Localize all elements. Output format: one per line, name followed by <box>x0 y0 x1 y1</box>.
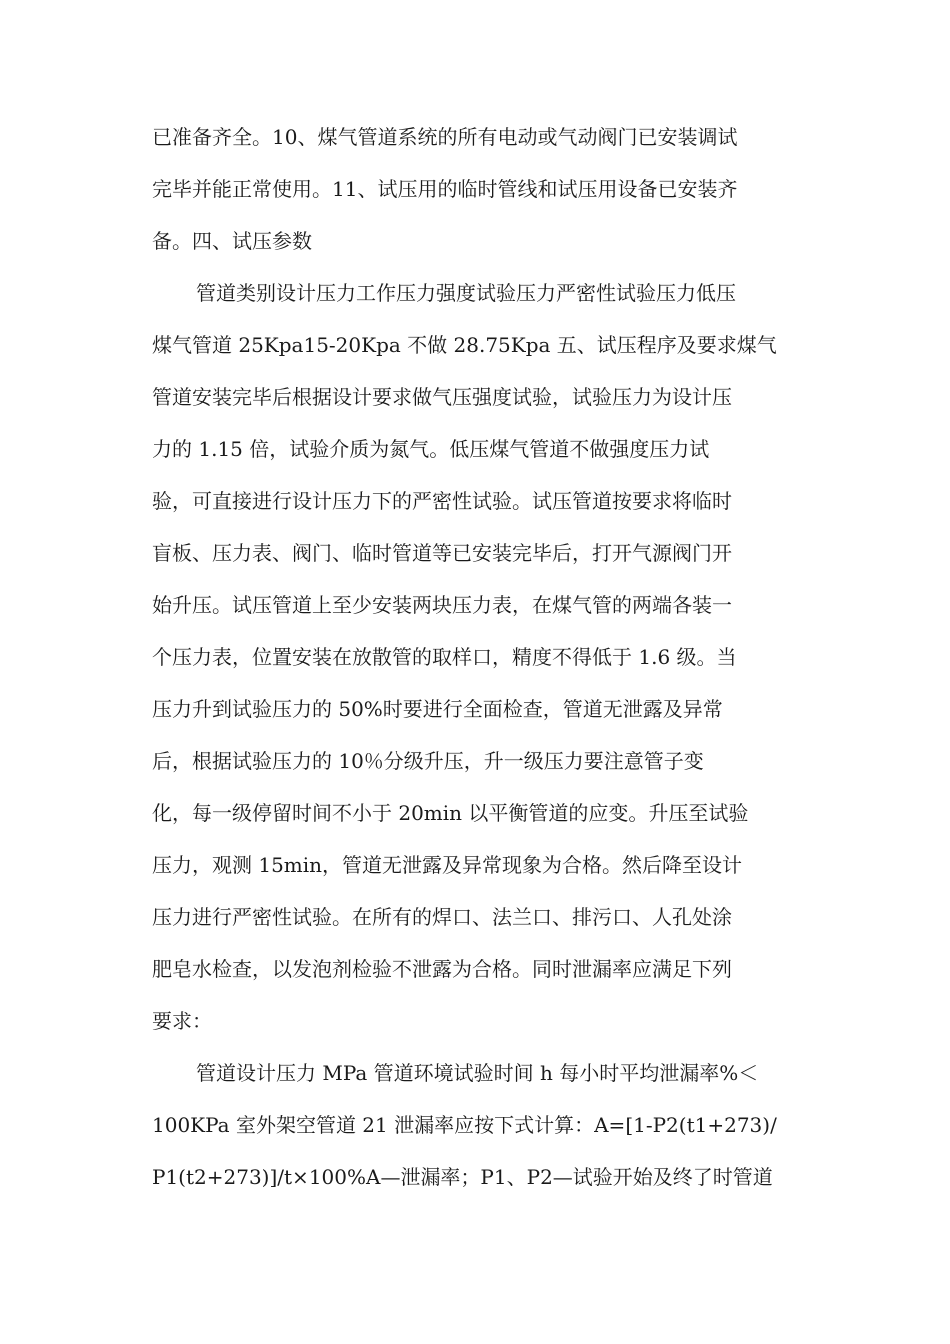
text-line: 管道类别设计压力工作压力强度试验压力严密性试验压力低压 <box>196 281 736 305</box>
text-line: P1(t2+273)]/t×100%A—泄漏率；P1、P2—试验开始及终了时管道 <box>152 1165 773 1189</box>
text-line: 化，每一级停留时间不小于 20min 以平衡管道的应变。升压至试验 <box>152 801 749 825</box>
text-line: 完毕并能正常使用。11、试压用的临时管线和试压用设备已安装齐 <box>152 177 738 201</box>
text-line: 要求： <box>152 1009 212 1033</box>
text-line: 个压力表，位置安装在放散管的取样口，精度不得低于 1.6 级。当 <box>152 645 737 669</box>
text-line: 盲板、压力表、阀门、临时管道等已安装完毕后，打开气源阀门开 <box>152 541 732 565</box>
text-line: 管道安装完毕后根据设计要求做气压强度试验，试验压力为设计压 <box>152 385 732 409</box>
text-line: 压力进行严密性试验。在所有的焊口、法兰口、排污口、人孔处涂 <box>152 905 732 929</box>
text-line: 煤气管道 25Kpa15-20Kpa 不做 28.75Kpa 五、试压程序及要求煤气 <box>152 333 777 357</box>
text-line: 备。四、试压参数 <box>152 229 312 253</box>
text-line: 已准备齐全。10、煤气管道系统的所有电动或气动阀门已安装调试 <box>152 125 738 149</box>
text-line: 管道设计压力 MPa 管道环境试验时间 h 每小时平均泄漏率%＜ <box>196 1061 759 1085</box>
text-line: 肥皂水检查，以发泡剂检验不泄露为合格。同时泄漏率应满足下列 <box>152 957 732 981</box>
text-line: 始升压。试压管道上至少安装两块压力表，在煤气管的两端各装一 <box>152 593 732 617</box>
text-line: 压力，观测 15min，管道无泄露及异常现象为合格。然后降至设计 <box>152 853 743 877</box>
text-line: 验，可直接进行设计压力下的严密性试验。试压管道按要求将临时 <box>152 489 732 513</box>
text-line: 力的 1.15 倍，试验介质为氮气。低压煤气管道不做强度压力试 <box>152 437 710 461</box>
text-line: 100KPa 室外架空管道 21 泄漏率应按下式计算：A=[1-P2(t1+273)/ <box>152 1113 777 1137</box>
text-line: 压力升到试验压力的 50%时要进行全面检查，管道无泄露及异常 <box>152 697 723 721</box>
text-line: 后，根据试验压力的 10％分级升压，升一级压力要注意管子变 <box>152 749 704 773</box>
